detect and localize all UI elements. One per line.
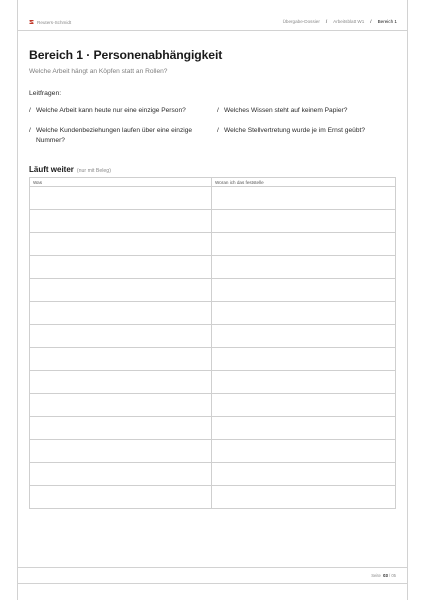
cell-evidence[interactable] (212, 394, 396, 417)
question-bullet: / (29, 127, 31, 134)
brand (29, 19, 71, 25)
question-bullet: / (29, 107, 31, 114)
cell-was[interactable] (30, 463, 212, 486)
document-page (17, 0, 408, 600)
page-separator: / (388, 573, 391, 578)
cell-evidence[interactable] (212, 440, 396, 463)
cell-was[interactable] (30, 302, 212, 325)
table-row (30, 394, 396, 417)
breadcrumb-item: Arbeitsblatt W1 (333, 19, 365, 24)
table-row (30, 233, 396, 256)
column-header-was: Was (30, 178, 212, 187)
page-title: Bereich 1 · Personenabhängigkeit (29, 48, 223, 62)
table-row (30, 325, 396, 348)
question-text: Welches Wissen steht auf keinem Papier? (224, 107, 348, 114)
cell-was[interactable] (30, 210, 212, 233)
question-bullet: / (217, 107, 219, 114)
guiding-question (217, 106, 396, 116)
page-label: Seite (371, 573, 381, 578)
table-header-row (30, 178, 396, 187)
cell-evidence[interactable] (212, 371, 396, 394)
main-content (29, 48, 396, 509)
guiding-question (29, 106, 215, 116)
guiding-question (29, 126, 215, 146)
table-row (30, 187, 396, 210)
worksheet-table (29, 177, 396, 509)
page-footer (18, 567, 407, 584)
brand-logo-icon (29, 19, 34, 25)
question-text: Welche Arbeit kann heute nur eine einzige Person? (36, 107, 186, 114)
cell-was[interactable] (30, 256, 212, 279)
cell-was[interactable] (30, 348, 212, 371)
brand-name: Reuters-Schmidt (37, 19, 72, 25)
cell-evidence[interactable] (212, 417, 396, 440)
guiding-question (217, 126, 396, 146)
table-note: (nur mit Beleg) (76, 168, 111, 174)
cell-was[interactable] (30, 394, 212, 417)
cell-was[interactable] (30, 486, 212, 509)
cell-evidence[interactable] (212, 233, 396, 256)
table-row (30, 371, 396, 394)
breadcrumb-separator: / (325, 19, 328, 24)
table-row (30, 486, 396, 509)
cell-evidence[interactable] (212, 210, 396, 233)
column-header-evidence: Woran ich das feststelle (212, 178, 396, 187)
cell-was[interactable] (30, 371, 212, 394)
question-text: Welche Stellvertretung wurde je im Ernst geübt? (224, 127, 365, 134)
breadcrumb-separator: / (370, 19, 372, 24)
cell-evidence[interactable] (212, 302, 396, 325)
cell-evidence[interactable] (212, 279, 396, 302)
breadcrumb-item: Übergabe-Dossier (282, 19, 320, 24)
table-row (30, 210, 396, 233)
table-row (30, 302, 396, 325)
breadcrumb (283, 19, 397, 24)
breadcrumb-item-current: Bereich 1 (377, 19, 397, 24)
table-row (30, 463, 396, 486)
table-row (30, 279, 396, 302)
page-number (371, 573, 396, 578)
guiding-questions-label: Leitfragen: (29, 90, 62, 97)
table-body (30, 187, 396, 509)
table-row (30, 440, 396, 463)
cell-evidence[interactable] (212, 348, 396, 371)
cell-evidence[interactable] (212, 463, 396, 486)
table-title: Läuft weiter (29, 165, 74, 174)
cell-was[interactable] (30, 325, 212, 348)
table-row (30, 417, 396, 440)
question-text: Welche Kundenbeziehungen laufen über eine einzige Nummer? (36, 127, 193, 144)
table-row (30, 348, 396, 371)
cell-was[interactable] (30, 417, 212, 440)
cell-was[interactable] (30, 233, 212, 256)
table-heading (29, 165, 396, 174)
cell-evidence[interactable] (212, 256, 396, 279)
page-total: 05 (391, 573, 396, 578)
page-header (18, 16, 407, 31)
cell-was[interactable] (30, 440, 212, 463)
cell-evidence[interactable] (212, 486, 396, 509)
cell-was[interactable] (30, 187, 212, 210)
cell-was[interactable] (30, 279, 212, 302)
question-bullet: / (217, 127, 219, 134)
table-row (30, 256, 396, 279)
page-current: 03 (383, 573, 388, 578)
cell-evidence[interactable] (212, 187, 396, 210)
cell-evidence[interactable] (212, 325, 396, 348)
page-subtitle: Welche Arbeit hängt an Köpfen statt an Rollen? (29, 68, 168, 75)
guiding-questions (29, 106, 396, 146)
